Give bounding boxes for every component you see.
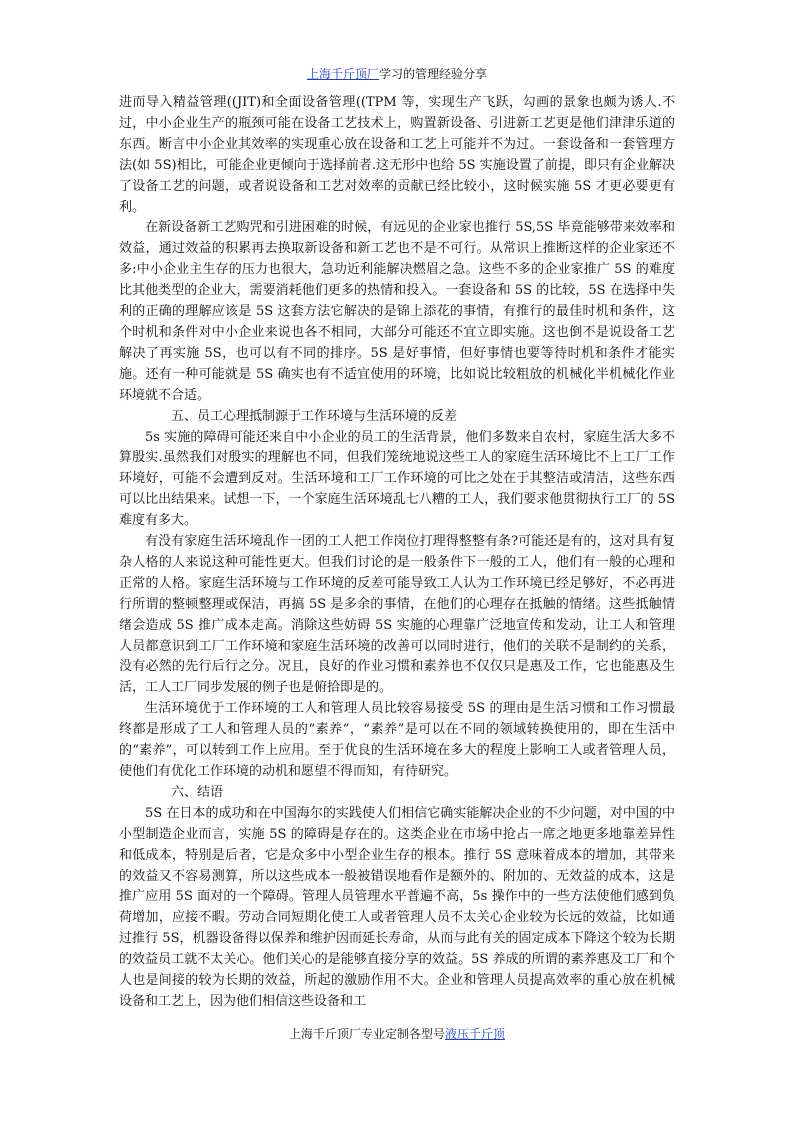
header-text: 学习的管理经验分享 bbox=[379, 67, 488, 81]
section-heading-6: 六、结语 bbox=[171, 784, 224, 800]
paragraph: 在新设备新工艺购咒和引进困难的时候，有远见的企业家也推行 5S,5S 毕竟能够带来效率和效益，通过效益的积累再去换取新设备和新工艺也不是不可行。从常识上推断这样的企业家还不多:中小企业主生存的压力也很大，急功近利能解决燃眉之急。这些不多的企业家推广 5S 的难度比其他类型的企业大，需要消耗他们更多的热情和投入。一套设备和 5S 的比较，5S 在选择中失利的正确的理解应该是 5S 这套方法它解决的是锦上添花的事情，有推行的最佳时机和条件，这个时机和条件对中小企业来说也各不相同，大部分可能还不宜立即实施。这也倒不是说设备工艺解决了再实施 5S，也可以有不同的排序。5S 是好事情，但好事情也要等待时机和条件才能实施。还有一种可能就是 5S 确实也有不适宜使用的环境，比如说比较粗放的机械化半机械化作业环境就不合适。 bbox=[119, 220, 675, 403]
footer-link[interactable]: 液压千斤顶 bbox=[445, 1027, 506, 1041]
footer-text: 上海千斤顶厂专业定制各型号 bbox=[288, 1027, 445, 1041]
section-heading-5: 五、员工心理抵制源于工作环境与生活环境的反差 bbox=[171, 408, 458, 424]
paragraph: 5S 在日本的成功和在中国海尔的实践使人们相信它确实能解决企业的不少问题，对中国的中小型制造企业而言，实施 5S 的障碍是存在的。这类企业在市场中抢占一席之地更多地靠差异性和低成本，特别是后者，它是众多中小型企业生存的根本。推行 5S 意味着成本的增加，其带来的效益又不容易测算，所以这些成本一般被错误地看作是额外的、附加的、无效益的成本，这是推广应用 5S 面对的一个障碍。管理人员管理水平普遍不高，5s 操作中的一些方法使他们感到负荷增加，应接不暇。劳动合同短期化使工人或者管理人员不太关心企业较为长远的效益，比如通过推行 5S，机器设备得以保养和维护因而延长寿命，从而与此有关的固定成本下降这个较为长期的效益员工就不太关心。他们关心的是能够直接分享的效益。5S 养成的所谓的素养惠及工厂和个人也是间接的较为长期的效益，所起的激励作用不大。企业和管理人员提高效率的重心放在机械设备和工艺上，因为他们相信这些设备和工 bbox=[119, 805, 675, 1009]
page-footer bbox=[0, 1026, 794, 1042]
paragraph: 进而导入精益管理((JIT)和全面设备管理((TPM 等，实现生产飞跃，勾画的景象也颇为诱人.不过，中小企业生产的瓶颈可能在设备工艺技术上，购置新设备、引进新工艺更是他们津津乐道的东西。断言中小企业其效率的实现重心放在设备和工艺上可能并不为过。一套设备和一套管理方法(如 5S)相比，可能企业更倾向于选择前者.这无形中也给 5S 实施设置了前提，即只有企业解决了设备工艺的问题，或者说设备和工艺对效率的贡献已经比较小，这时候实施 5S 才更必要更有利。 bbox=[119, 95, 675, 215]
paragraph: 生活环境优于工作环境的工人和管理人员比较容易接受 5S 的理由是生活习惯和工作习惯最终都是形成了工人和管理人员的“素养”，“素养”是可以在不同的领域转换使用的，即在生活中的“素养”，可以转到工作上应用。至于优良的生活环境在多大的程度上影响工人或者管理人员，使他们有优化工作环境的动机和愿望不得而知，有待研究。 bbox=[119, 701, 675, 779]
page-header bbox=[0, 66, 794, 82]
paragraph: 5s 实施的障碍可能还来自中小企业的员工的生活背景，他们多数来自农村，家庭生活大多不算殷实.虽然我们对殷实的理解也不同，但我们笼统地说这些工人的家庭生活环境比不上工厂工作环境好，可能不会遭到反对。生活环境和工厂工作环境的可比之处在于其整洁或清洁，这些东西可以比出结果来。试想一下，一个家庭生活环境乱七八糟的工人，我们要求他贯彻执行工厂的 5S 难度有多大。 bbox=[119, 429, 675, 529]
header-link[interactable]: 上海千斤顶厂 bbox=[306, 67, 379, 81]
paragraph: 有没有家庭生活环境乱作一团的工人把工作岗位打理得整整有条?可能还是有的，这对具有复杂人格的人来说这种可能性更大。但我们讨论的是一般条件下一般的工人，他们有一般的心理和正常的人格。家庭生活环境与工作环境的反差可能导致工人认为工作环境已经足够好，不必再进行所谓的整顿整理或保洁，再搞 5S 是多余的事情，在他们的心理存在抵触的情绪。这些抵触情绪会造成 5S 推广成本走高。消除这些妨碍 5S 实施的心理靠广泛地宣传和发动，让工人和管理人员都意识到工厂工作环境和家庭生活环境的改善可以同时进行，他们的关联不是制约的关系，没有必然的先行后行之分。况且，良好的作业习惯和素养也不仅仅只是惠及工作，它也能惠及生活，工人工厂同步发展的例子也是俯拾即是的。 bbox=[119, 534, 675, 696]
article-body bbox=[119, 93, 675, 1013]
